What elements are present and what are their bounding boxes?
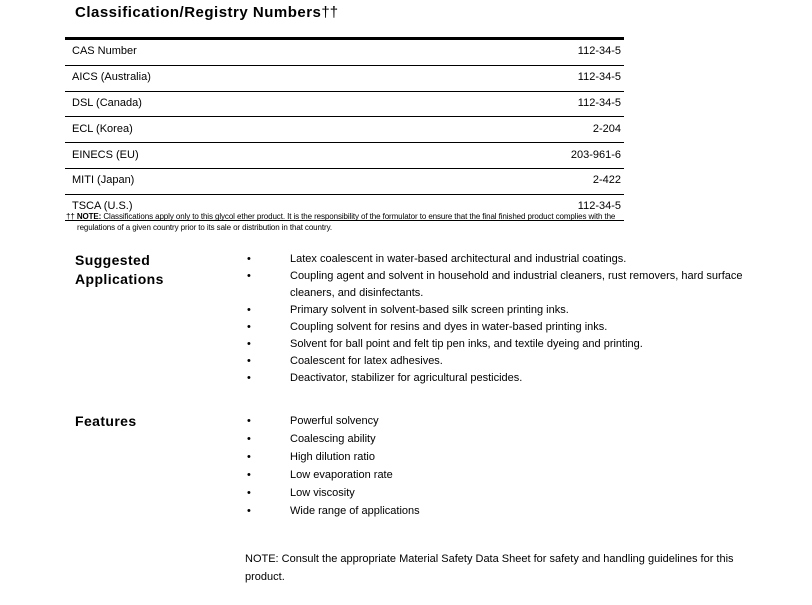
list-item <box>245 353 760 370</box>
registry-name: CAS Number <box>72 45 137 58</box>
bullet-icon: • <box>247 451 251 463</box>
table-row <box>65 92 624 118</box>
registry-value: 2-204 <box>592 122 621 135</box>
table-row <box>65 66 624 92</box>
list-item <box>245 251 760 268</box>
list-item <box>245 430 760 448</box>
bullet-icon: • <box>247 505 251 517</box>
page-title <box>75 4 338 22</box>
application-item-text: Latex coalescent in water-based architectural and industrial coatings. <box>290 253 627 265</box>
suggested-applications-list <box>245 251 760 387</box>
feature-item-text: Powerful solvency <box>290 415 379 427</box>
application-item-text: Deactivator, stabilizer for agricultural pesticides. <box>290 372 523 384</box>
registry-value: 112-34-5 <box>577 96 621 109</box>
registry-name: EINECS (EU) <box>72 148 139 161</box>
bullet-icon: • <box>247 253 251 265</box>
registry-value: 203-961-6 <box>570 148 621 161</box>
bullet-icon: • <box>247 372 251 384</box>
list-item <box>245 336 760 353</box>
features-list <box>245 412 760 520</box>
application-item-text: Coupling agent and solvent in household and industrial cleaners, rust removers, hard surface cleaners, and disinfectants. <box>290 270 743 299</box>
list-item <box>245 370 760 387</box>
bullet-icon: • <box>247 304 251 316</box>
footnote-text: Classifications apply only to this glycol ether product. It is the responsibility of the formulator to ensure that the final finished product complies with the regulations of a given country prior to its sale or distribution in that country. <box>77 212 616 232</box>
registry-name: MITI (Japan) <box>72 174 135 187</box>
list-item <box>245 412 760 430</box>
registry-value: 112-34-5 <box>577 71 621 84</box>
bullet-icon: • <box>247 415 251 427</box>
bullet-icon: • <box>247 270 251 282</box>
table-row <box>65 117 624 143</box>
footnote-label: NOTE: <box>76 212 104 221</box>
registry-name: DSL (Canada) <box>72 96 142 109</box>
table-row <box>65 169 624 195</box>
feature-item-text: Low evaporation rate <box>290 469 393 481</box>
registry-name: AICS (Australia) <box>72 71 151 84</box>
feature-item-text: High dilution ratio <box>290 451 375 463</box>
application-item-text: Coupling solvent for resins and dyes in water-based printing inks. <box>290 321 608 333</box>
bullet-icon: • <box>247 487 251 499</box>
feature-item-text: Coalescing ability <box>290 433 376 445</box>
page-title-daggers: †† <box>321 4 339 21</box>
list-item <box>245 484 760 502</box>
footnote-daggers: †† <box>66 212 77 221</box>
feature-item-text: Wide range of applications <box>290 505 420 517</box>
list-item <box>245 466 760 484</box>
page-title-text: Classification/Registry Numbers <box>75 4 322 21</box>
list-item <box>245 302 760 319</box>
registry-value: 2-422 <box>592 174 621 187</box>
bullet-icon: • <box>247 321 251 333</box>
table-row <box>65 40 624 66</box>
list-item <box>245 448 760 466</box>
application-item-text: Primary solvent in solvent-based silk screen printing inks. <box>290 304 569 316</box>
bullet-icon: • <box>247 433 251 445</box>
application-item-text: Coalescent for latex adhesives. <box>290 355 443 367</box>
bullet-icon: • <box>247 469 251 481</box>
registry-value: 112-34-5 <box>577 45 621 58</box>
bullet-icon: • <box>247 355 251 367</box>
application-item-text: Solvent for ball point and felt tip pen inks, and textile dyeing and printing. <box>290 338 643 350</box>
bullet-icon: • <box>247 338 251 350</box>
table-row <box>65 143 624 169</box>
list-item <box>245 502 760 520</box>
features-heading: Features <box>75 413 137 429</box>
registry-name: ECL (Korea) <box>72 122 133 135</box>
msds-note: NOTE: Consult the appropriate Material Safety Data Sheet for safety and handling guidelines for this product. <box>245 553 734 583</box>
table-footnote <box>66 212 636 233</box>
feature-item-text: Low viscosity <box>290 487 355 499</box>
list-item <box>245 268 760 302</box>
suggested-applications-heading: Suggested Applications <box>75 252 164 287</box>
registry-name: TSCA (U.S.) <box>72 200 133 213</box>
list-item <box>245 319 760 336</box>
registry-value: 112-34-5 <box>577 200 621 213</box>
registry-table <box>65 37 624 221</box>
